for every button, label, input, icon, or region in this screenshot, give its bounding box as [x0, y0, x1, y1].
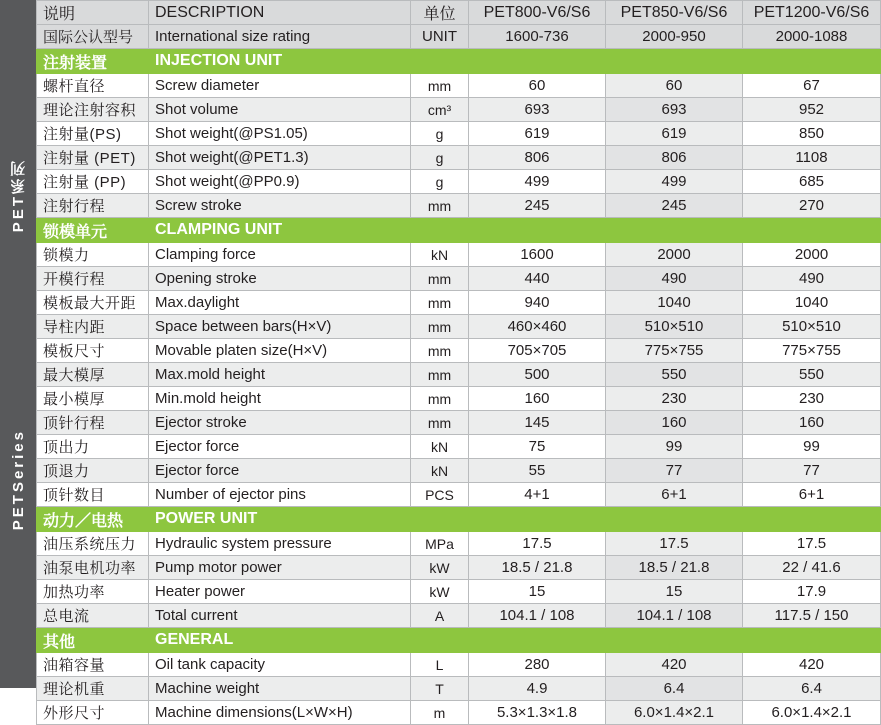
row-unit: mm — [411, 411, 469, 435]
row-value-model-1: 104.1 / 108 — [469, 604, 606, 628]
table-row — [37, 98, 881, 122]
row-label-cn: 注射行程 — [37, 194, 149, 218]
table-row — [37, 483, 881, 507]
section-band-cn: 注射装置 — [37, 49, 149, 74]
header-unit-en: UNIT — [411, 25, 469, 49]
header-unit-cn: 单位 — [411, 1, 469, 25]
table-row — [37, 604, 881, 628]
row-value-model-1: 440 — [469, 267, 606, 291]
row-label-cn: 注射量 (PP) — [37, 170, 149, 194]
header-size-rating-2: 2000-950 — [606, 25, 743, 49]
row-value-model-2: 6.0×1.4×2.1 — [606, 701, 743, 725]
row-label-cn: 最小模厚 — [37, 387, 149, 411]
row-value-model-2: 6+1 — [606, 483, 743, 507]
row-value-model-3: 230 — [743, 387, 881, 411]
row-value-model-2: 230 — [606, 387, 743, 411]
table-row — [37, 556, 881, 580]
row-value-model-1: 75 — [469, 435, 606, 459]
row-label-en: Shot weight(@PP0.9) — [149, 170, 411, 194]
row-value-model-2: 77 — [606, 459, 743, 483]
row-value-model-1: 1600 — [469, 243, 606, 267]
row-value-model-3: 685 — [743, 170, 881, 194]
row-value-model-1: 940 — [469, 291, 606, 315]
spec-table-body — [37, 1, 881, 725]
row-value-model-3: 1040 — [743, 291, 881, 315]
row-label-cn: 理论机重 — [37, 677, 149, 701]
row-label-cn: 模板最大开距 — [37, 291, 149, 315]
table-row — [37, 267, 881, 291]
row-value-model-3: 550 — [743, 363, 881, 387]
row-label-cn: 注射量 (PET) — [37, 146, 149, 170]
table-row — [37, 291, 881, 315]
row-value-model-3: 952 — [743, 98, 881, 122]
row-value-model-3: 77 — [743, 459, 881, 483]
row-label-en: Max.daylight — [149, 291, 411, 315]
row-unit: g — [411, 146, 469, 170]
section-band-cn: 其他 — [37, 628, 149, 653]
row-value-model-2: 15 — [606, 580, 743, 604]
section-band-row — [37, 628, 881, 653]
series-side-strip — [0, 0, 36, 688]
row-label-cn: 锁模力 — [37, 243, 149, 267]
row-label-en: Heater power — [149, 580, 411, 604]
row-value-model-1: 4.9 — [469, 677, 606, 701]
header-desc-cn: 说明 — [37, 1, 149, 25]
row-value-model-2: 490 — [606, 267, 743, 291]
row-value-model-1: 619 — [469, 122, 606, 146]
table-row — [37, 122, 881, 146]
section-band-row — [37, 507, 881, 532]
header-size-rating-3: 2000-1088 — [743, 25, 881, 49]
row-value-model-2: 99 — [606, 435, 743, 459]
row-value-model-3: 2000 — [743, 243, 881, 267]
row-unit: mm — [411, 387, 469, 411]
row-value-model-1: 280 — [469, 653, 606, 677]
row-value-model-2: 60 — [606, 74, 743, 98]
row-value-model-2: 104.1 / 108 — [606, 604, 743, 628]
row-label-en: Shot volume — [149, 98, 411, 122]
row-label-en: Max.mold height — [149, 363, 411, 387]
row-value-model-3: 17.9 — [743, 580, 881, 604]
row-unit: g — [411, 122, 469, 146]
row-value-model-3: 270 — [743, 194, 881, 218]
spec-table-wrap — [36, 0, 881, 722]
row-value-model-3: 67 — [743, 74, 881, 98]
row-unit: kN — [411, 243, 469, 267]
row-label-en: Clamping force — [149, 243, 411, 267]
table-row — [37, 653, 881, 677]
row-label-cn: 理论注射容积 — [37, 98, 149, 122]
header-model-3: PET1200-V6/S6 — [743, 1, 881, 25]
section-band-cn: 动力／电热 — [37, 507, 149, 532]
row-value-model-3: 160 — [743, 411, 881, 435]
table-row — [37, 677, 881, 701]
row-label-en: Movable platen size(H×V) — [149, 339, 411, 363]
row-label-en: Machine weight — [149, 677, 411, 701]
table-row — [37, 315, 881, 339]
table-row — [37, 580, 881, 604]
row-label-cn: 开模行程 — [37, 267, 149, 291]
row-label-cn: 顶出力 — [37, 435, 149, 459]
row-value-model-1: 460×460 — [469, 315, 606, 339]
table-header-row — [37, 1, 881, 25]
row-label-en: Oil tank capacity — [149, 653, 411, 677]
section-band-row — [37, 218, 881, 243]
row-label-en: Pump motor power — [149, 556, 411, 580]
row-label-cn: 模板尺寸 — [37, 339, 149, 363]
row-value-model-2: 6.4 — [606, 677, 743, 701]
row-unit: PCS — [411, 483, 469, 507]
series-label-cn: PET系列 — [9, 158, 27, 233]
row-unit: m — [411, 701, 469, 725]
row-value-model-1: 245 — [469, 194, 606, 218]
row-label-cn: 总电流 — [37, 604, 149, 628]
section-band-en: GENERAL — [149, 628, 881, 653]
row-label-en: Machine dimensions(L×W×H) — [149, 701, 411, 725]
row-value-model-1: 499 — [469, 170, 606, 194]
row-value-model-2: 775×755 — [606, 339, 743, 363]
table-row — [37, 170, 881, 194]
section-band-en: POWER UNIT — [149, 507, 881, 532]
row-unit: mm — [411, 194, 469, 218]
row-value-model-2: 160 — [606, 411, 743, 435]
row-label-cn: 油压系统压力 — [37, 532, 149, 556]
table-row — [37, 194, 881, 218]
row-unit: kW — [411, 556, 469, 580]
row-value-model-1: 500 — [469, 363, 606, 387]
section-band-en: INJECTION UNIT — [149, 49, 881, 74]
table-row — [37, 339, 881, 363]
row-unit: L — [411, 653, 469, 677]
row-label-en: Shot weight(@PS1.05) — [149, 122, 411, 146]
row-value-model-1: 4+1 — [469, 483, 606, 507]
spec-table — [36, 0, 881, 725]
row-label-cn: 最大模厚 — [37, 363, 149, 387]
row-unit: mm — [411, 267, 469, 291]
row-value-model-1: 693 — [469, 98, 606, 122]
row-value-model-3: 510×510 — [743, 315, 881, 339]
row-label-cn: 顶针行程 — [37, 411, 149, 435]
header-size-rating-1: 1600-736 — [469, 25, 606, 49]
header-desc-en: DESCRIPTION — [149, 1, 411, 25]
row-value-model-2: 619 — [606, 122, 743, 146]
table-subheader-row — [37, 25, 881, 49]
row-value-model-2: 1040 — [606, 291, 743, 315]
row-value-model-3: 22 / 41.6 — [743, 556, 881, 580]
section-band-cn: 锁模单元 — [37, 218, 149, 243]
table-row — [37, 532, 881, 556]
table-row — [37, 459, 881, 483]
row-unit: mm — [411, 315, 469, 339]
row-value-model-1: 806 — [469, 146, 606, 170]
row-value-model-1: 55 — [469, 459, 606, 483]
row-value-model-2: 245 — [606, 194, 743, 218]
row-value-model-2: 420 — [606, 653, 743, 677]
row-label-cn: 顶针数目 — [37, 483, 149, 507]
row-value-model-2: 806 — [606, 146, 743, 170]
row-label-en: Space between bars(H×V) — [149, 315, 411, 339]
row-value-model-2: 499 — [606, 170, 743, 194]
table-row — [37, 411, 881, 435]
row-value-model-1: 18.5 / 21.8 — [469, 556, 606, 580]
row-label-en: Ejector stroke — [149, 411, 411, 435]
row-value-model-2: 18.5 / 21.8 — [606, 556, 743, 580]
table-row — [37, 701, 881, 725]
row-value-model-1: 705×705 — [469, 339, 606, 363]
row-unit: MPa — [411, 532, 469, 556]
row-label-en: Ejector force — [149, 459, 411, 483]
row-label-en: Hydraulic system pressure — [149, 532, 411, 556]
row-unit: mm — [411, 291, 469, 315]
section-band-row — [37, 49, 881, 74]
header-size-rating-en: International size rating — [149, 25, 411, 49]
row-label-en: Total current — [149, 604, 411, 628]
row-value-model-2: 2000 — [606, 243, 743, 267]
row-value-model-1: 17.5 — [469, 532, 606, 556]
row-value-model-3: 775×755 — [743, 339, 881, 363]
series-label-en: PETSeries — [9, 428, 27, 530]
table-row — [37, 146, 881, 170]
row-value-model-3: 99 — [743, 435, 881, 459]
row-value-model-3: 1108 — [743, 146, 881, 170]
row-value-model-2: 510×510 — [606, 315, 743, 339]
row-value-model-1: 15 — [469, 580, 606, 604]
row-value-model-2: 550 — [606, 363, 743, 387]
row-label-en: Opening stroke — [149, 267, 411, 291]
row-label-en: Number of ejector pins — [149, 483, 411, 507]
row-value-model-3: 850 — [743, 122, 881, 146]
row-label-en: Shot weight(@PET1.3) — [149, 146, 411, 170]
table-row — [37, 243, 881, 267]
table-row — [37, 435, 881, 459]
header-model-1: PET800-V6/S6 — [469, 1, 606, 25]
row-label-cn: 油泵电机功率 — [37, 556, 149, 580]
row-label-en: Screw diameter — [149, 74, 411, 98]
row-unit: mm — [411, 339, 469, 363]
row-value-model-3: 6.4 — [743, 677, 881, 701]
row-label-cn: 注射量(PS) — [37, 122, 149, 146]
row-value-model-3: 490 — [743, 267, 881, 291]
row-label-cn: 螺杆直径 — [37, 74, 149, 98]
row-label-en: Min.mold height — [149, 387, 411, 411]
row-value-model-3: 17.5 — [743, 532, 881, 556]
row-unit: mm — [411, 74, 469, 98]
row-unit: mm — [411, 363, 469, 387]
row-value-model-3: 6+1 — [743, 483, 881, 507]
row-unit: kN — [411, 459, 469, 483]
row-unit: A — [411, 604, 469, 628]
row-value-model-3: 420 — [743, 653, 881, 677]
row-value-model-1: 5.3×1.3×1.8 — [469, 701, 606, 725]
table-row — [37, 363, 881, 387]
row-label-cn: 外形尺寸 — [37, 701, 149, 725]
row-value-model-2: 17.5 — [606, 532, 743, 556]
row-unit: kW — [411, 580, 469, 604]
table-row — [37, 387, 881, 411]
row-label-en: Ejector force — [149, 435, 411, 459]
row-unit: T — [411, 677, 469, 701]
row-unit: g — [411, 170, 469, 194]
row-label-cn: 油箱容量 — [37, 653, 149, 677]
row-value-model-2: 693 — [606, 98, 743, 122]
row-value-model-1: 160 — [469, 387, 606, 411]
row-label-cn: 加热功率 — [37, 580, 149, 604]
row-label-cn: 导柱内距 — [37, 315, 149, 339]
row-label-en: Screw stroke — [149, 194, 411, 218]
header-model-2: PET850-V6/S6 — [606, 1, 743, 25]
row-label-cn: 顶退力 — [37, 459, 149, 483]
row-value-model-1: 60 — [469, 74, 606, 98]
row-value-model-1: 145 — [469, 411, 606, 435]
row-unit: cm³ — [411, 98, 469, 122]
row-unit: kN — [411, 435, 469, 459]
row-value-model-3: 6.0×1.4×2.1 — [743, 701, 881, 725]
section-band-en: CLAMPING UNIT — [149, 218, 881, 243]
header-size-rating-cn: 国际公认型号 — [37, 25, 149, 49]
table-row — [37, 74, 881, 98]
row-value-model-3: 117.5 / 150 — [743, 604, 881, 628]
